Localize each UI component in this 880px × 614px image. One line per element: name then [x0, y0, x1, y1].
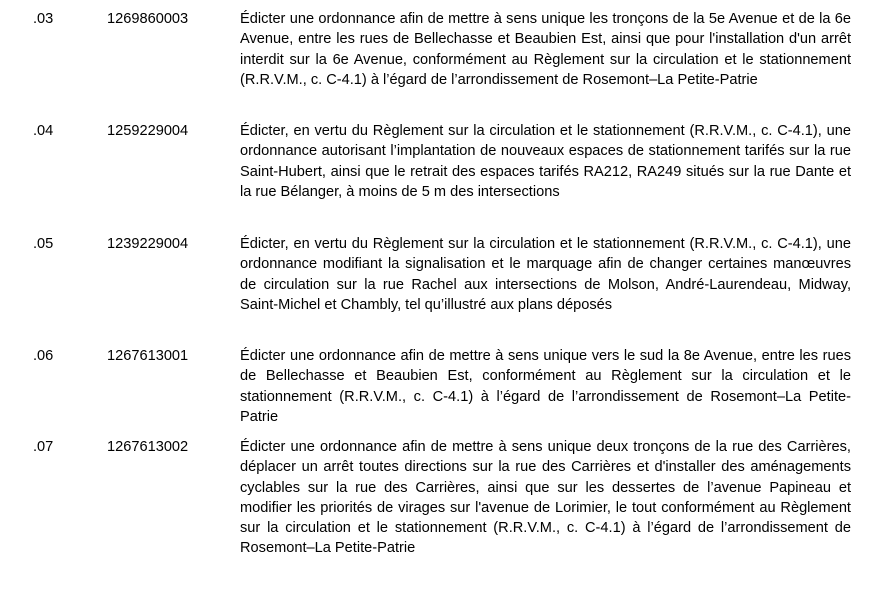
item-description: Édicter, en vertu du Règlement sur la circulation et le stationnement (R.R.V.M., c. C-4.1), une ordonnance modifiant la signalisation et le marquage afin de changer certaines manœuvres de circulation sur la rue Rachel aux intersections de Molson, André-Laurendeau, Midway, Saint-Michel et Chambly, tel qu’illustré aux plans déposés: [240, 236, 851, 313]
item-description: Édicter une ordonnance afin de mettre à sens unique vers le sud la 8e Avenue, entre les rues de Bellechasse et Beaubien Est, conformément au Règlement sur la circulation et le stationnement (R.R.V.M., c. C-4.1) à l’égard de l’arrondissement de Rosemont–La Petite-Patrie: [240, 348, 851, 425]
item-file-number: 1267613001: [107, 348, 189, 364]
item-number: .06: [33, 348, 54, 364]
item-description: Édicter une ordonnance afin de mettre à sens unique les tronçons de la 5e Avenue et de la 6e Avenue, entre les rues de Bellechasse et Beaubien Est, ainsi que pour l'installation d'un arrêt interdit sur la 6e Avenue, conformément au Règlement sur la circulation et le stationnement (R.R.V.M., c. C-4.1) à l’égard de l’arrondissement de Rosemont–La Petite-Patrie: [240, 11, 851, 88]
item-number: .05: [33, 236, 54, 252]
item-file-number: 1239229004: [107, 236, 189, 252]
item-number: .07: [33, 439, 54, 455]
item-number: .04: [33, 123, 54, 139]
item-description: Édicter une ordonnance afin de mettre à sens unique deux tronçons de la rue des Carrières, déplacer un arrêt toutes directions sur la rue des Carrières et d'installer des aménagements cyclables sur la rue des Carrières, ainsi que sur les dessertes de l’avenue Papineau et modifier les priorités de virages sur l'avenue de Lorimier, le tout conformément au Règlement sur la circulation et le stationnement (R.R.V.M., c. C-4.1) à l’égard de l’arrondissement de Rosemont–La Petite-Patrie: [240, 439, 851, 557]
item-file-number: 1269860003: [107, 11, 189, 27]
item-number: .03: [33, 11, 54, 27]
item-description: Édicter, en vertu du Règlement sur la circulation et le stationnement (R.R.V.M., c. C-4.1), une ordonnance autorisant l’implantation de nouveaux espaces de stationnement tarifés sur la rue Saint-Hubert, ainsi que le retrait des espaces tarifés RA212, RA249 situés sur la rue Dante et la rue Bélanger, à moins de 5 m des intersections: [240, 123, 851, 200]
item-file-number: 1267613002: [107, 439, 189, 455]
item-file-number: 1259229004: [107, 123, 189, 139]
